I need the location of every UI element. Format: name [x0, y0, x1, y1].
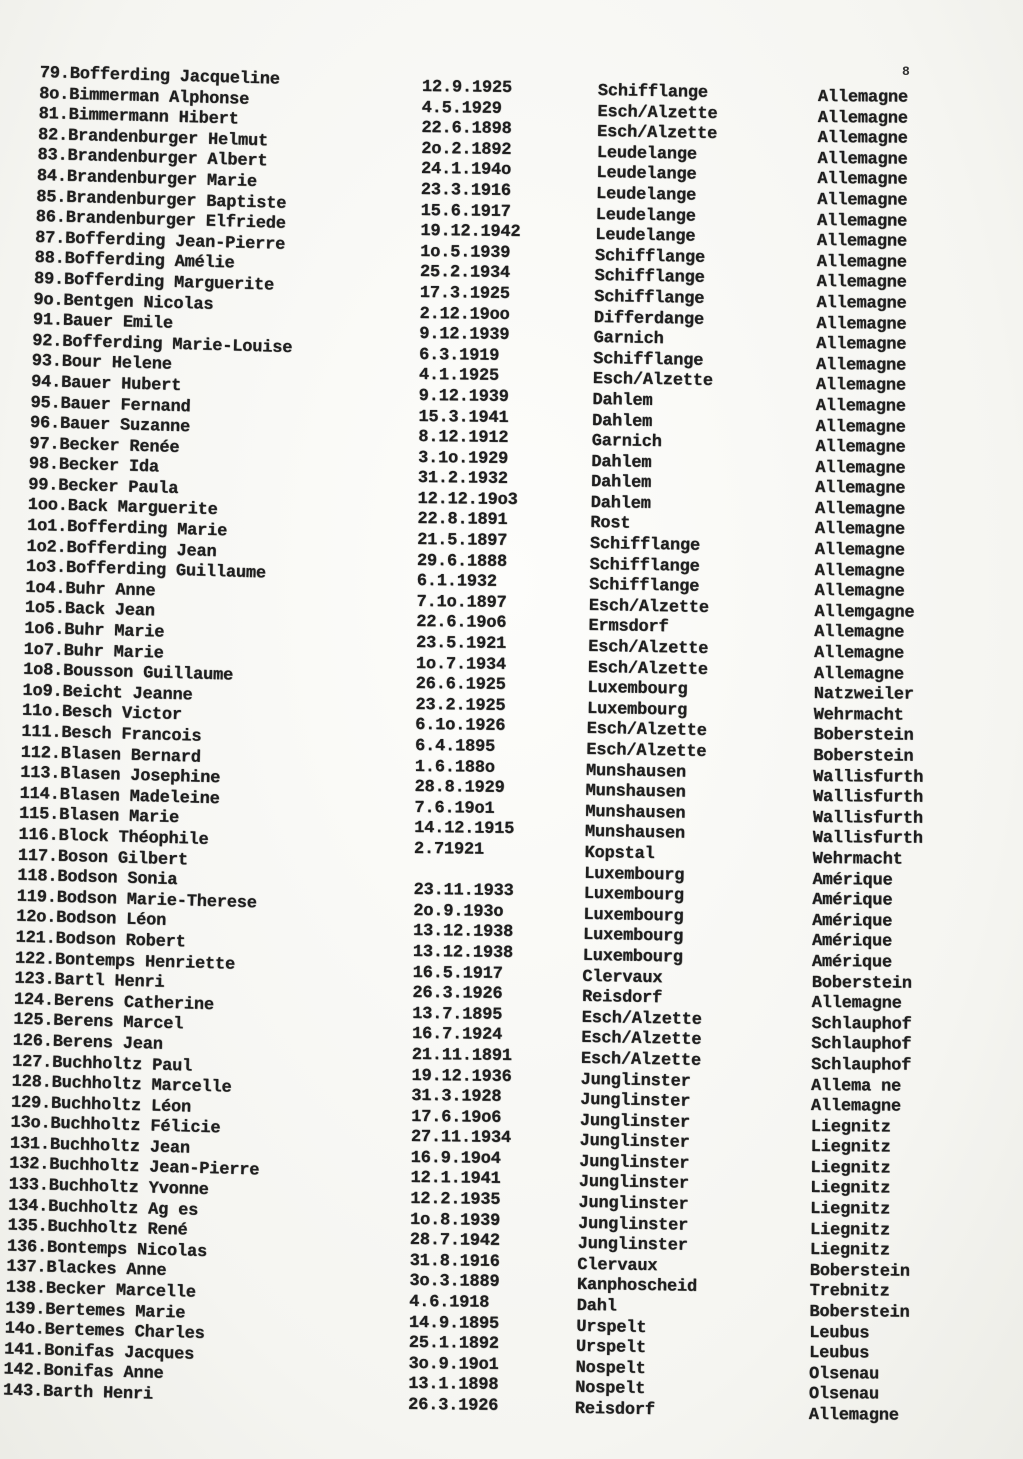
name-entry: 83.Brandenburger Albert — [37, 146, 268, 172]
birthplace-entry: Leudelange — [596, 143, 697, 165]
birthplace-entry: Ermsdorf — [588, 617, 669, 638]
name-entry: 9o.Bentgen Nicolas — [33, 290, 214, 315]
name-entry: 81.Bimmermann Hibert — [38, 105, 239, 130]
name-entry: 99.Becker Paula — [27, 475, 179, 499]
birthplace-entry: Junglinster — [577, 1214, 689, 1236]
name-entry: 84.Brandenburger Marie — [36, 166, 258, 193]
birthplace-entry: Esch/Alzette — [596, 123, 718, 145]
birthplace-entry: Schifflange — [594, 287, 705, 309]
birthplace-entry: Munshausen — [584, 823, 686, 845]
destination-entry: Allemagne — [817, 88, 909, 108]
birthdate-entry: 12.9.1925 — [421, 78, 513, 98]
destination-entry: Allemagne — [817, 149, 908, 170]
name-entry: 92.Bofferding Marie-Louise — [31, 331, 293, 358]
birthplace-entry: Esch/Alzette — [586, 740, 707, 762]
destination-entry: Boberstein — [809, 1261, 910, 1282]
name-entry: 127.Buchholtz Paul — [11, 1052, 193, 1077]
destination-entry: Allemagne — [815, 438, 906, 458]
birthplace-entry: Junglinster — [578, 1152, 690, 1174]
birthplace-entry: Schifflange — [597, 82, 709, 103]
name-entry: 12o.Bodson Léon — [15, 908, 167, 932]
destination-entry: Allemagne — [816, 273, 907, 293]
birthdate-entry: 31.8.1916 — [409, 1251, 500, 1272]
name-entry: 114.Blasen Madeleine — [19, 784, 220, 810]
name-entry: 1o8.Bousson Guillaume — [22, 660, 234, 686]
destination-entry: Wehrmacht — [813, 705, 904, 726]
birthplace-entry: Junglinster — [577, 1235, 688, 1256]
name-entry: 1o9.Beicht Jeanne — [22, 681, 193, 706]
destination-entry: Trebnitz — [809, 1282, 890, 1302]
name-entry: 8o.Bimmerman Alphonse — [38, 84, 250, 110]
birthdate-entry: 26.6.1925 — [415, 675, 506, 696]
destination-entry: Liegnitz — [810, 1179, 891, 1200]
name-entry: 1o3.Bofferding Guillaume — [25, 558, 267, 584]
birthplace-entry: Clervaux — [577, 1255, 658, 1277]
name-entry: 1o5.Back Jean — [24, 599, 156, 622]
name-entry: 133.Buchholtz Yvonne — [8, 1175, 209, 1201]
birthplace-entry: Dahlem — [590, 493, 651, 514]
birthplace-entry: Schifflange — [589, 576, 700, 598]
destination-entry: Olsenau — [808, 1385, 879, 1405]
birthdate-entry: 29.6.1888 — [416, 551, 508, 572]
birthdates-column — [408, 78, 522, 1418]
name-entry: 136.Bontemps Nicolas — [6, 1237, 208, 1262]
birthplace-entry: Luxembourg — [583, 885, 684, 906]
name-entry: 132.Buchholtz Jean-Pierre — [8, 1155, 260, 1182]
birthdate-entry: 1o.8.1939 — [409, 1210, 501, 1231]
birthplace-entry: Junglinster — [580, 1090, 691, 1112]
birthplace-entry: Leudelange — [595, 226, 696, 247]
birthdate-entry: 21.11.1891 — [411, 1045, 512, 1066]
birthdate-entry: 6.4.1895 — [414, 736, 496, 757]
name-entry: 1o1.Bofferding Marie — [26, 516, 228, 542]
birthplace-entry: Reisdorf — [581, 987, 663, 1009]
birthdate-entry: 28.7.1942 — [409, 1231, 500, 1252]
name-entry: 96.Bauer Suzanne — [29, 413, 191, 438]
name-entry: 125.Berens Marcel — [13, 1010, 184, 1035]
names-column — [3, 64, 300, 1409]
birthplace-entry: Garnich — [593, 329, 664, 350]
name-entry: 1o6.Buhr Marie — [23, 619, 165, 643]
destination-entry: Amérique — [812, 911, 893, 932]
birthdate-entry: 26.3.1926 — [407, 1395, 499, 1416]
name-entry: 139.Bertemes Marie — [4, 1299, 186, 1324]
birthplace-entry: Reisdorf — [574, 1399, 656, 1421]
birthdate-entry: 13.7.1895 — [412, 1004, 503, 1025]
birthplace-entry: Munshausen — [585, 782, 686, 803]
destination-entry: Liegnitz — [810, 1158, 891, 1179]
name-entry: 115.Blasen Marie — [18, 805, 180, 829]
name-entry: 91.Bauer Emile — [32, 311, 174, 334]
destination-entry: Allemagne — [814, 541, 905, 561]
birthdate-entry: 14.12.1915 — [414, 819, 515, 840]
destination-entry: Amérique — [812, 891, 893, 911]
birthdate-entry: 7.1o.1897 — [416, 592, 507, 613]
birthplace-entry: Junglinster — [579, 1111, 691, 1133]
birthplace-entry: Garnich — [591, 432, 662, 453]
name-entry: 82.Brandenburger Helmut — [37, 125, 269, 152]
birthdate-entry: 23.11.1933 — [413, 881, 514, 902]
name-entry: 87.Bofferding Jean-Pierre — [34, 228, 286, 255]
name-entry: 122.Bontemps Henriette — [14, 949, 236, 975]
name-entry: 1o2.Bofferding Jean — [26, 537, 217, 562]
destination-entry: Allemagne — [817, 129, 908, 149]
name-entry: 126.Berens Jean — [12, 1031, 163, 1055]
destination-entry: Allemagne — [813, 644, 905, 664]
destination-entry: Allemagne — [810, 1097, 901, 1117]
birthdate-entry: 1o.5.1939 — [420, 242, 511, 263]
name-entry: 14o.Bertemes Charles — [4, 1319, 205, 1345]
birthdate-entry: 13.12.1938 — [412, 922, 514, 943]
birthdate-entry: 1o.7.1934 — [415, 654, 506, 675]
birthdate-entry: 3o.3.1889 — [409, 1272, 500, 1293]
destination-entry: Schlauphof — [811, 1014, 912, 1035]
birthdate-entry: 6.3.1919 — [418, 345, 500, 366]
name-entry: 88.Bofferding Amélie — [34, 249, 235, 274]
birthplace-entry: Esch/Alzette — [581, 1029, 702, 1051]
birthplace-entry: Rost — [590, 514, 631, 535]
birthdate-entry — [414, 861, 514, 883]
birthdate-entry: 26.3.1926 — [412, 984, 503, 1005]
destination-entry: Allemagne — [815, 355, 907, 376]
birthdate-entry: 21.5.1897 — [417, 531, 508, 551]
destinations-column — [809, 88, 928, 1427]
name-entry: 98.Becker Ida — [28, 455, 160, 478]
destination-entry: Allemagne — [814, 561, 905, 582]
birthdate-entry: 14.9.1895 — [408, 1313, 500, 1334]
destination-entry: Amérique — [812, 870, 893, 891]
birthdate-entry: 16.9.19o4 — [410, 1148, 501, 1169]
birthplace-entry: Urspelt — [575, 1338, 647, 1359]
birthdate-entry: 9.12.1939 — [419, 325, 510, 346]
birthdate-entry: 25.2.1934 — [419, 263, 511, 284]
destination-entry: Boberstein — [809, 1303, 910, 1323]
destination-entry: Allemagne — [815, 376, 907, 396]
name-entry: 119.Bodson Marie-Therese — [16, 887, 257, 914]
birthdate-entry: 2.71921 — [413, 839, 485, 860]
destination-entry: Allemagne — [808, 1405, 899, 1426]
destination-entry: Wallisfurth — [812, 808, 923, 829]
birthdate-entry: 16.5.1917 — [412, 963, 503, 984]
destination-entry: Allemagne — [814, 499, 906, 520]
birthplace-entry: Dahl — [576, 1296, 617, 1317]
name-entry: 95.Bauer Fernand — [30, 393, 191, 417]
destination-entry: Natzweiler — [813, 685, 914, 705]
birthdate-entry: 22.6.1898 — [421, 119, 512, 140]
birthdate-entry: 23.2.1925 — [415, 695, 506, 716]
name-entry: 121.Bodson Robert — [15, 928, 186, 953]
birthplace-entry: Dahlem — [591, 411, 653, 432]
destination-entry: Allemagne — [816, 314, 907, 335]
destination-entry: Liegnitz — [810, 1200, 891, 1220]
birthdate-entry: 2o.2.1892 — [421, 139, 512, 160]
birthdate-entry: 3o.9.19o1 — [408, 1354, 499, 1375]
destination-entry: Liegnitz — [809, 1220, 891, 1241]
destination-entry: Olsenau — [808, 1364, 880, 1385]
birthplace-entry: Dahlem — [592, 390, 653, 411]
birthdate-entry: 7.6.19o1 — [414, 798, 495, 819]
birthplace-entry: Luxembourg — [582, 926, 684, 947]
destination-entry: Boberstein — [813, 726, 914, 747]
birthplace-entry: Schifflange — [594, 267, 705, 289]
name-entry: 138.Becker Marcelle — [5, 1278, 197, 1303]
birthplace-entry: Schifflange — [594, 246, 706, 268]
birthdate-entry: 22.6.19o6 — [416, 613, 507, 634]
birthdate-entry: 13.1.1898 — [408, 1375, 499, 1396]
name-entry: 113.Blasen Josephine — [19, 763, 221, 789]
birthdate-entry: 2.12.19oo — [419, 304, 510, 325]
name-entry: 89.Bofferding Marguerite — [33, 269, 275, 296]
birthplace-entry: Esch/Alzette — [580, 1049, 702, 1071]
destination-entry: Liegnitz — [810, 1138, 891, 1158]
name-entry: 135.Buchholtz René — [7, 1216, 188, 1241]
destination-entry: Wallisfurth — [813, 767, 924, 788]
birthdate-entry: 27.11.1934 — [410, 1128, 512, 1149]
destination-entry: Allemgagne — [814, 602, 915, 623]
name-entry: 142.Bonifas Anne — [3, 1360, 164, 1385]
name-entry: 124.Berens Catherine — [13, 990, 215, 1015]
destination-entry: Schlauphof — [811, 1035, 912, 1055]
destination-entry: Wehrmacht — [812, 849, 903, 870]
page-number: 8 — [902, 64, 910, 79]
destination-entry: Allemagne — [816, 252, 907, 273]
birthplace-entry: Leudelange — [596, 164, 697, 186]
birthplace-entry: Junglinster — [578, 1173, 689, 1195]
name-entry: 1o4.Buhr Anne — [25, 578, 156, 602]
birthdate-entry: 23.3.1916 — [420, 180, 511, 201]
birthplace-entry: Urspelt — [576, 1317, 647, 1338]
name-entry: 112.Blasen Bernard — [20, 743, 201, 768]
birthplace-entry: Junglinster — [578, 1193, 689, 1215]
destination-entry: Allemagne — [816, 232, 908, 252]
name-entry: 143.Barth Henri — [2, 1381, 154, 1405]
destination-entry: Allema ne — [810, 1076, 902, 1097]
birthdate-entry: 4.5.1929 — [421, 98, 502, 119]
birthplace-entry: Luxembourg — [583, 905, 684, 927]
birthdate-entry: 2o.9.193o — [413, 901, 504, 922]
birthdate-entry: 31.3.1928 — [411, 1087, 502, 1107]
birthplace-entry: Munshausen — [585, 802, 686, 824]
name-entry: 1oo.Back Marguerite — [27, 496, 218, 521]
name-entry: 13o.Buchholtz Félicie — [10, 1113, 221, 1139]
destination-entry: Allemagne — [814, 582, 905, 602]
destination-entry: Allemagne — [811, 994, 902, 1014]
birthplace-entry: Leudelange — [595, 184, 697, 206]
name-entry: 134.Buchholtz Ag es — [7, 1196, 199, 1221]
name-entry: 94.Bauer Hubert — [30, 372, 182, 396]
destination-entry: Schlauphof — [811, 1055, 912, 1076]
birthplace-entry: Esch/Alzette — [588, 596, 710, 618]
birthplaces-column — [575, 82, 718, 1422]
name-entry: 86.Brandenburger Elfriede — [35, 208, 286, 235]
name-entry: 111.Besch Francois — [21, 722, 202, 747]
birthplace-entry: Munshausen — [585, 761, 687, 783]
destination-entry: Liegnitz — [810, 1117, 891, 1138]
destination-entry: Leubus — [809, 1323, 870, 1344]
name-entry: 11o.Besch Victor — [21, 702, 183, 726]
birthdate-entry: 9.12.1939 — [418, 386, 509, 407]
birthplace-entry: Esch/Alzette — [587, 637, 709, 660]
destination-entry: Allemagne — [814, 520, 905, 541]
birthplace-entry: Luxembourg — [587, 679, 688, 700]
destination-entry: Allemagne — [813, 664, 904, 685]
name-entry: 137.Blackes Anne — [6, 1257, 167, 1282]
birthdate-entry: 1.6.188o — [414, 757, 495, 778]
name-entry: 116.Block Théophile — [18, 825, 209, 850]
birthplace-entry: Luxembourg — [582, 946, 683, 968]
birthdate-entry: 19.12.1936 — [411, 1066, 512, 1087]
destination-entry: Allemagne — [815, 396, 906, 417]
name-entry: 123.Bartl Henri — [14, 969, 165, 993]
birthdate-entry: 24.1.194o — [420, 160, 512, 181]
birthdate-entry: 31.2.1932 — [417, 469, 508, 490]
birthdate-entry: 4.1.1925 — [418, 366, 499, 387]
destination-entry: Allemagne — [815, 479, 906, 499]
destination-entry: Amérique — [811, 932, 893, 952]
birthplace-entry: Junglinster — [580, 1070, 691, 1092]
birthdate-entry: 15.6.1917 — [420, 201, 511, 222]
destination-entry: Allemagne — [817, 108, 908, 129]
birthplace-entry: Dahlem — [590, 473, 652, 494]
birthdate-entry: 23.5.1921 — [415, 634, 507, 654]
birthplace-entry: Esch/Alzette — [597, 102, 718, 124]
destination-entry: Allemagne — [817, 211, 908, 232]
destination-entry: Amérique — [811, 952, 892, 973]
birthdate-entry: 8.12.1912 — [418, 428, 509, 449]
destination-entry: Allemagne — [817, 190, 908, 211]
birthplace-entry: Kanphoscheid — [576, 1276, 698, 1298]
name-entry: 85.Brandenburger Baptiste — [36, 187, 287, 214]
destination-entry: Allemagne — [814, 623, 905, 644]
birthplace-entry: Clervaux — [582, 967, 663, 988]
name-entry: 118.Bodson Sonia — [17, 866, 178, 891]
destination-entry: Allemagne — [815, 458, 906, 479]
destination-entry: Leubus — [809, 1344, 870, 1364]
birthdate-entry: 17.3.1925 — [419, 283, 510, 304]
birthdate-entry: 12.12.19o3 — [417, 489, 518, 510]
birthplace-entry: Leudelange — [595, 205, 696, 227]
destination-entry: Allemagne — [816, 293, 907, 314]
birthplace-entry: Schifflange — [589, 534, 701, 556]
birthdate-entry: 15.3.1941 — [418, 407, 509, 428]
birthdate-entry: 4.6.1918 — [409, 1292, 490, 1313]
birthdate-entry: 28.8.1929 — [414, 778, 505, 799]
destination-entry: Wallisfurth — [812, 829, 923, 850]
birthplace-entry: Esch/Alzette — [587, 658, 708, 680]
birthplace-entry: Kopstal — [584, 843, 655, 865]
destination-entry: Liegnitz — [809, 1241, 890, 1261]
destination-entry: Allemagne — [816, 335, 907, 355]
birthplace-entry: Esch/Alzette — [592, 370, 713, 392]
birthdate-entry: 12.2.1935 — [410, 1190, 501, 1210]
birthdate-entry: 13.12.1938 — [412, 942, 513, 963]
birthdate-entry: 3.1o.1929 — [417, 448, 509, 469]
birthdate-entry: 22.8.1891 — [417, 510, 508, 531]
name-entry: 97.Becker Renée — [29, 434, 180, 458]
birthplace-entry: Junglinster — [579, 1132, 690, 1154]
name-entry: 131.Buchholtz Jean — [9, 1134, 191, 1159]
birthdate-entry: 16.7.1924 — [411, 1025, 503, 1046]
birthplace-entry: Differdange — [593, 308, 705, 330]
name-entry: 141.Bonifas Jacques — [3, 1340, 195, 1365]
name-entry: 129.Buchholtz Léon — [10, 1093, 192, 1118]
destination-entry: Allemagne — [817, 170, 908, 191]
birthplace-entry: Esch/Alzette — [586, 720, 707, 742]
name-entry: 79.Bofferding Jacqueline — [39, 64, 280, 90]
birthdate-entry: 17.6.19o6 — [411, 1107, 502, 1128]
destination-entry: Boberstein — [811, 973, 912, 994]
birthdate-entry: 6.1o.1926 — [415, 716, 506, 737]
destination-entry: Allemagne — [815, 417, 906, 438]
name-entry: 128.Buchholtz Marcelle — [11, 1072, 232, 1098]
destination-entry: Wallisfurth — [812, 788, 924, 808]
birthplace-entry: Nospelt — [575, 1379, 646, 1400]
birthplace-entry: Nospelt — [575, 1358, 646, 1379]
name-entry: 1o7.Buhr Marie — [23, 640, 164, 664]
name-entry: 117.Boson Gilbert — [17, 846, 189, 870]
destination-entry: Boberstein — [813, 746, 914, 767]
birthplace-entry: Schifflange — [589, 555, 700, 577]
birthdate-entry: 6.1.1932 — [416, 572, 497, 593]
name-entry: 93.Bour Helene — [31, 352, 172, 376]
birthplace-entry: Esch/Alzette — [581, 1008, 702, 1030]
birthplace-entry: Luxembourg — [584, 864, 685, 886]
birthdate-entry: 12.1.1941 — [410, 1169, 501, 1190]
birthdate-entry: 19.12.1942 — [420, 222, 521, 243]
birthplace-entry: Luxembourg — [586, 699, 688, 721]
birthplace-entry: Schifflange — [592, 349, 704, 371]
birthdate-entry: 25.1.1892 — [408, 1334, 499, 1355]
birthplace-entry: Dahlem — [591, 452, 652, 473]
